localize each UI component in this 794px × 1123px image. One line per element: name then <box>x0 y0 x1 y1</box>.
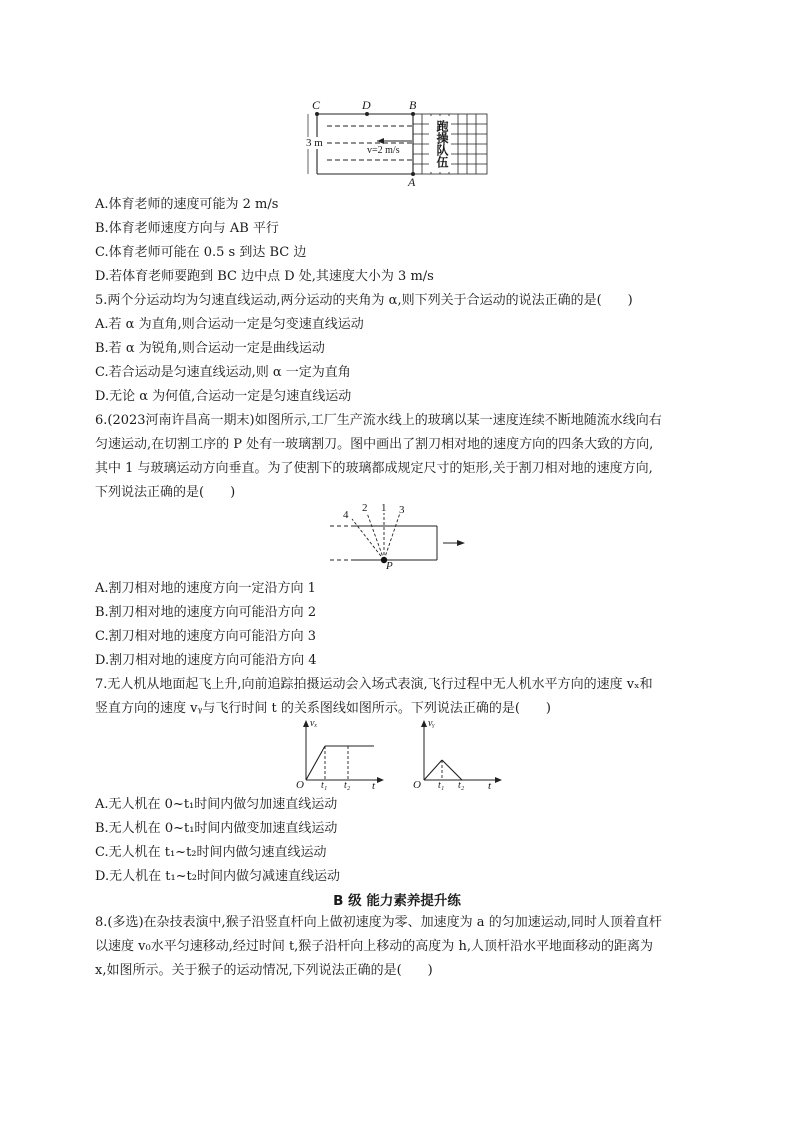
vx-t1-label: t₁ <box>321 780 328 791</box>
q6-option-c: C.割刀相对地的速度方向可能沿方向 3 <box>95 629 317 644</box>
section-b-heading: B 级 能力素养提升练 <box>333 893 461 909</box>
vx-time-axis-label: t <box>372 780 376 792</box>
vy-t1-label: t₁ <box>438 780 445 791</box>
q6-stem-line2: 匀速运动,在切割工序的 P 处有一玻璃割刀。图中画出了割刀相对地的速度方向的四条大致的方向, <box>95 437 654 452</box>
width-label: 3 m <box>306 137 323 149</box>
vx-graph <box>290 716 390 794</box>
direction-3-label: 3 <box>399 504 405 516</box>
q6-stem-line4: 下列说法正确的是( ) <box>95 485 236 500</box>
vy-time-axis-label: t <box>488 780 492 792</box>
vx-t2-label: t₂ <box>344 780 351 791</box>
vy-origin-label: O <box>413 779 421 791</box>
q8-stem-line3: x,如图所示。关于猴子的运动情况,下列说法正确的是( ) <box>95 963 433 978</box>
speed-label: v=2 m/s <box>367 145 400 156</box>
q7-stem-line1: 7.无人机从地面起飞上升,向前追踪拍摄运动会入场式表演,飞行过程中无人机水平方向的速度 vₓ和 <box>95 677 653 692</box>
q4-option-c: C.体育老师可能在 0.5 s 到达 BC 边 <box>95 245 307 260</box>
q7-option-d: D.无人机在 t₁~t₂时间内做匀减速直线运动 <box>95 869 340 884</box>
vy-t2-label: t₂ <box>458 780 465 791</box>
q7-option-b: B.无人机在 0~t₁时间内做变加速直线运动 <box>95 821 338 836</box>
q7-option-c: C.无人机在 t₁~t₂时间内做匀速直线运动 <box>95 845 327 860</box>
vy-axis-label: vᵧ <box>428 718 435 729</box>
direction-1-label: 1 <box>381 502 387 514</box>
q5-option-d: D.无论 α 为何值,合运动一定是匀速直线运动 <box>95 389 352 404</box>
glass-cutter-figure <box>325 502 475 574</box>
q4-option-d: D.若体育老师要跑到 BC 边中点 D 处,其速度大小为 3 m/s <box>95 269 434 284</box>
q4-option-b: B.体育老师速度方向与 AB 平行 <box>95 221 279 236</box>
q6-option-d: D.割刀相对地的速度方向可能沿方向 4 <box>95 653 317 668</box>
q6-option-a: A.割刀相对地的速度方向一定沿方向 1 <box>95 581 316 596</box>
track-figure <box>300 98 500 190</box>
q7-stem-line2: 竖直方向的速度 vᵧ与飞行时间 t 的关系图线如图所示。下列说法正确的是( ) <box>95 701 552 716</box>
label-A: A <box>408 175 416 189</box>
direction-2-label: 2 <box>362 502 368 514</box>
label-B: B <box>409 98 417 112</box>
point-p-label: P <box>386 560 393 572</box>
q5-option-b: B.若 α 为锐角,则合运动一定是曲线运动 <box>95 341 325 356</box>
q4-option-a: A.体育老师的速度可能为 2 m/s <box>95 197 279 212</box>
q5-option-a: A.若 α 为直角,则合运动一定是匀变速直线运动 <box>95 317 364 332</box>
vx-axis-label: vₓ <box>310 718 318 729</box>
direction-4-label: 4 <box>343 509 349 521</box>
q6-option-b: B.割刀相对地的速度方向可能沿方向 2 <box>95 605 317 620</box>
vy-graph <box>410 716 510 794</box>
team-label: 跑操队伍 <box>435 120 449 168</box>
q6-stem-line1: 6.(2023河南许昌高一期末)如图所示,工厂生产流水线上的玻璃以某一速度连续不断地随流水线向右 <box>95 413 662 428</box>
q5-option-c: C.若合运动是匀速直线运动,则 α 一定为直角 <box>95 365 351 380</box>
q5-stem: 5.两个分运动均为匀速直线运动,两分运动的夹角为 α,则下列关于合运动的说法正确的是( ) <box>95 293 633 308</box>
vx-origin-label: O <box>296 779 304 791</box>
label-D: D <box>362 98 371 112</box>
q8-stem-line1: 8.(多选)在杂技表演中,猴子沿竖直杆向上做初速度为零、加速度为 a 的匀加速运动,同时人顶着直杆 <box>95 915 662 930</box>
q8-stem-line2: 以速度 v₀水平匀速移动,经过时间 t,猴子沿杆向上移动的高度为 h,人顶杆沿水平地面移动的距离为 <box>95 939 653 954</box>
q6-stem-line3: 其中 1 与玻璃运动方向垂直。为了使割下的玻璃都成规定尺寸的矩形,关于割刀相对地的速度方向, <box>95 461 653 476</box>
label-C: C <box>312 98 321 112</box>
q7-option-a: A.无人机在 0~t₁时间内做匀加速直线运动 <box>95 797 338 812</box>
